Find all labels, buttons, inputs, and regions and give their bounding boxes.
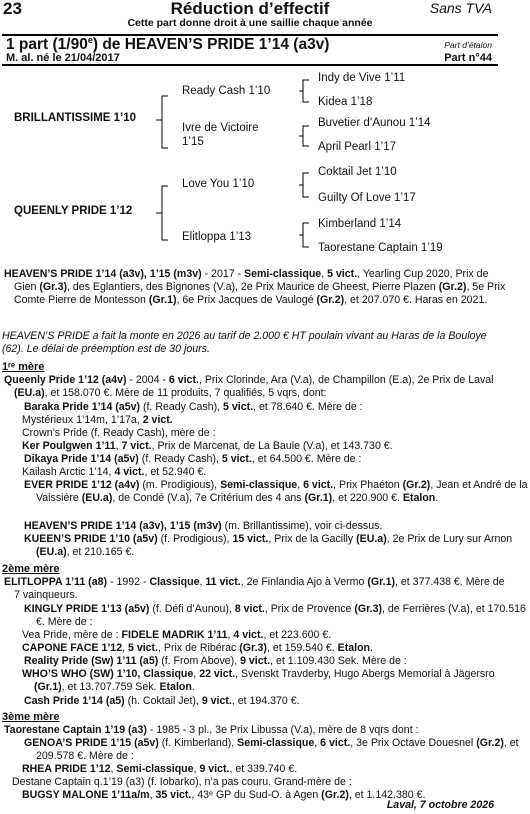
produce-ever-pride: EVER PRIDE 1’12 (a4v) (m. Prodigious), Semi-classique, 6 vict., Prix Phaéton (Gr.2), Jean et André de la Vaissière (EU.a), de Condé (V.a), 7e Critérium des 4 ans (Gr.1), et 220.900 €. Etalon.	[24, 479, 528, 505]
stud-fee-note: HEAVEN’S PRIDE a fait la monte en 2026 au tarif de 2.000 € HT poulain vivant au Haras de la Bouloye (62). Le délai de préemption est de 30 jours.	[2, 330, 487, 356]
pedigree-dsd: Guilty Of Love 1’17	[318, 192, 416, 204]
produce-vea-pride: Vea Pride, mère de : FIDELE MADRIK 1’11, 4 vict., et 223.600 €.	[22, 629, 332, 641]
second-dam-heading: 2ème mère	[2, 563, 60, 575]
pedigree-sd-1: Ivre de Victoire	[182, 122, 259, 134]
produce-kingly-pride: KINGLY PRIDE 1’13 (a5v) (f. Défi d’Aunou), 8 vict., Prix de Provence (Gr.3), de Ferrières (V.a), et 170.516 €. Mère de :	[24, 603, 526, 629]
page-title: Réduction d’effectif	[170, 0, 330, 18]
pedigree-ssd: Kidea 1’18	[318, 96, 373, 108]
pedigree-sss: Indy de Vive 1’11	[318, 72, 406, 84]
page-subtitle: Cette part donne droit à une saillie chaque année	[127, 17, 373, 29]
produce-destane-captain: Destane Captain q.1’19 (a3) (f. Iobarko), n’a pas couru. Grand-mère de :	[12, 776, 352, 788]
produce-cash-pride: Cash Pride 1’14 (a5) (h. Coktail Jet), 9 vict., et 194.370 €.	[24, 695, 300, 707]
pedigree-ds: Love You 1’10	[182, 178, 255, 190]
pedigree-dss: Coktail Jet 1’10	[318, 166, 397, 178]
produce-mysterieux: Mystérieux 1’14m, 1’17a, 2 vict.	[22, 414, 173, 426]
pedigree-dds: Kimberland 1’14	[318, 218, 402, 230]
first-dam-heading: 1ʳᵉ mère	[2, 361, 45, 373]
part-title: 1 part (1/90e) de HEAVEN’S PRIDE 1’14 (a3v)	[6, 35, 330, 54]
produce-kueens-pride: KUEEN’S PRIDE 1’10 (a5v) (f. Prodigious), 15 vict., Prix de la Gacilly (EU.a), 2e Prix de Lury sur Arnon (EU.a), et 210.165 €.	[24, 533, 513, 559]
third-dam-heading: 3ème mère	[2, 711, 60, 723]
stallion-record: HEAVEN’S PRIDE 1’14 (a3v), 1’15 (m3v) - 2017 - Semi-classique, 5 vict., Yearling Cup 2020, Prix de Gien (Gr.3), des Eglantiers, des Bignones (V.a), 2e Prix Maurice de Gheest, Pierre Plazen (Gr.2), 5e Prix Comte Pierre de Montesson (Gr.1), 6e Prix Jacques de Vaulogé (Gr.2), et 207.070 €. Haras en 2021.	[4, 268, 506, 307]
tax-label: Sans TVA	[429, 0, 492, 16]
second-dam-record: ELITLOPPA 1’11 (a8) - 1992 - Classique, 11 vict., 2e Finlandia Ajo à Vermo (Gr.1), et 377.438 €. Mère de 7 vainqueurs.	[4, 576, 505, 602]
produce-ker-poulgwen: Ker Poulgwen 1’11, 7 vict., Prix de Marcenat, de La Baule (V.a), et 143.730 €.	[22, 440, 393, 452]
produce-capone-face: CAPONE FACE 1’12, 5 vict., Prix de Ribérac (Gr.3), et 159.540 €. Etalon.	[22, 642, 373, 654]
pedigree-dd: Elitloppa 1’13	[182, 231, 252, 243]
produce-whos-who: WHO’S WHO (SW) 1’10, Classique, 22 vict., Svenskt Travderby, Hugo Abergs Memorial à Jägersro (Gr.1), et 13.707.759 Sek. Etalon.	[22, 668, 495, 694]
pedigree-sdd: April Pearl 1’17	[318, 141, 396, 153]
produce-kailash: Kailash Arctic 1’14, 4 vict., et 52.940 €.	[22, 466, 207, 478]
pedigree-sd-2: 1’15	[182, 136, 204, 148]
produce-rhea-pride: RHEA PRIDE 1’12, Semi-classique, 9 vict., et 339.740 €.	[22, 763, 298, 775]
signature-date: Laval, 7 octobre 2026	[386, 799, 494, 811]
pedigree-sire: BRILLANTISSIME 1’10	[14, 112, 137, 124]
pedigree-ddd: Taorestane Captain 1’19	[318, 242, 443, 254]
pedigree-ss: Ready Cash 1’10	[182, 85, 271, 97]
pedigree-sds: Buvetier d’Aunou 1’14	[318, 117, 431, 129]
produce-dikaya: Dikaya Pride 1’14 (a5v) (f. Ready Cash), 5 vict., et 64.500 €. Mère de :	[24, 453, 362, 465]
produce-bugsy-malone: BUGSY MALONE 1’11a/m, 35 vict., 43ᵉ GP du Sud-O. à Agen (Gr.2), et 1.142.380 €.	[22, 789, 426, 801]
produce-heavens-pride: HEAVEN’S PRIDE 1’14 (a3v), 1’15 (m3v) (m. Brillantissime), voir ci-dessus.	[24, 520, 383, 532]
birth-info: M. al. né le 21/04/2017	[6, 52, 120, 64]
first-dam-record: Queenly Pride 1’12 (a4v) - 2004 - 6 vict., Prix Clorinde, Ara (V.a), de Champillon (E.a), 2e Prix de Laval (EU.a), et 158.070 €. Mère de 11 produits, 7 qualifiés, 5 vqrs, dont:	[4, 374, 494, 400]
pedigree-dam: QUEENLY PRIDE 1’12	[14, 205, 133, 217]
etalon-note: Part d’étalon	[444, 40, 492, 50]
produce-genoas-pride: GENOA’S PRIDE 1’15 (a5v) (f. Kimberland), Semi-classique, 6 vict., 3e Prix Octave Douesnel (Gr.2), et 209.578 €. Mère de :	[24, 737, 519, 763]
page-number: 23	[3, 0, 22, 18]
part-number: Part n°44	[444, 52, 492, 64]
produce-reality-pride: Reality Pride (Sw) 1’11 (a5) (f. From Above), 9 vict., et 1.109.430 Sek. Mère de :	[24, 655, 407, 667]
produce-crowns-pride: Crown’s Pride (f. Ready Cash), mère de :	[22, 427, 216, 439]
third-dam-record: Taorestane Captain 1’19 (a3) - 1985 - 3 pl., 3e Prix Libussa (V.a), mère de 8 vqrs dont :	[4, 724, 419, 736]
produce-baraka: Baraka Pride 1’14 (a5v) (f. Ready Cash), 5 vict., et 78.640 €. Mère de :	[24, 401, 363, 413]
